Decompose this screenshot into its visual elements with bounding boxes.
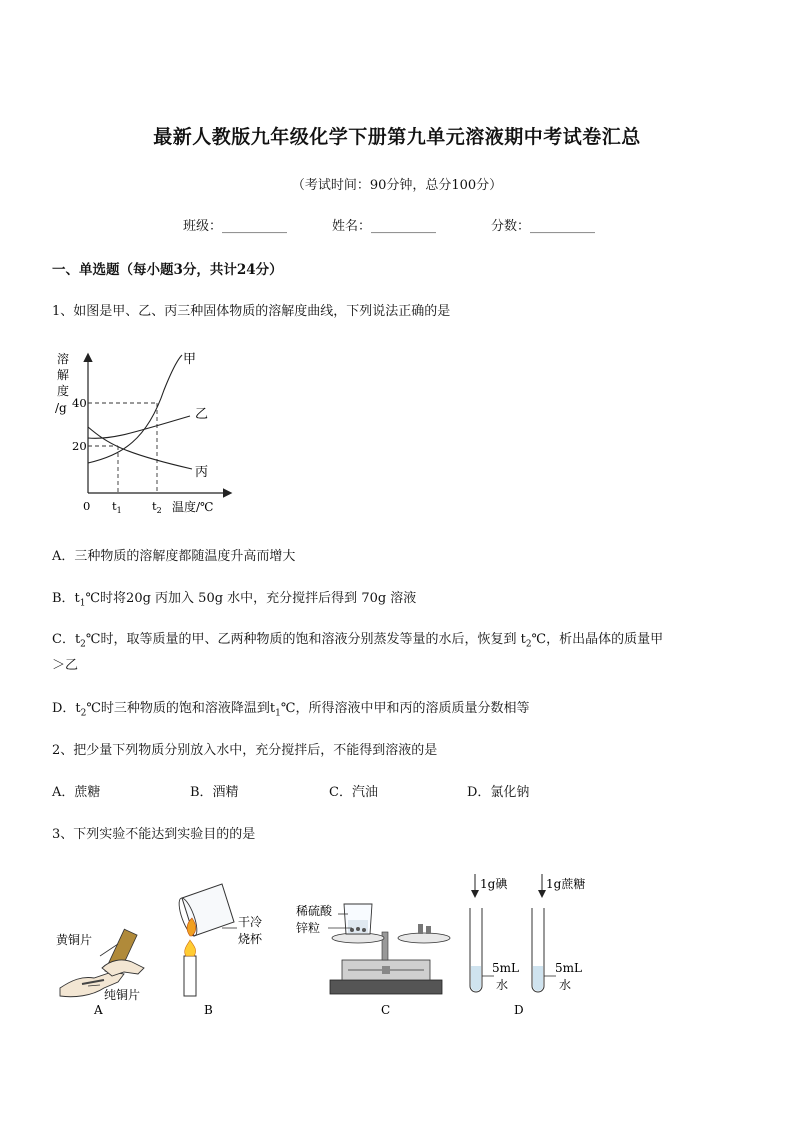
q1-option-c-line2: ＞乙 [52, 658, 79, 673]
y-label-4: /g [55, 401, 67, 415]
label-water-1: 水 [496, 978, 509, 992]
panel-a-illustration [56, 929, 144, 1017]
label-water-vol-2: 5mL [555, 961, 582, 975]
curve-bing [88, 427, 192, 469]
q2-option-a[interactable]: A．蔗糖 [52, 785, 101, 800]
question-3-stem: 3、下列实验不能达到实验目的的是 [52, 827, 256, 842]
x-origin: 0 [83, 499, 91, 513]
label-brass: 黄铜片 [56, 933, 93, 947]
label-cold-1: 干冷 [238, 915, 263, 929]
page-title: 最新人教版九年级化学下册第九单元溶液期中考试卷汇总 [153, 126, 641, 148]
label-yi: 乙 [195, 407, 209, 422]
q1-option-c[interactable]: C．$t_2℃$时，取等质量的甲、乙两种物质的饱和溶液分别蒸发等量的水后，恢复到 $t_2℃$，析出晶体的质量甲 [52, 632, 664, 650]
label-acid: 稀硫酸 [296, 904, 333, 918]
q1-option-b[interactable]: B．$t_1℃$时将20g 丙加入 50g 水中，充分搅拌后得到 70g 溶液 [52, 591, 417, 609]
section-heading: 一、单选题（每小题3分，共计24分） [52, 262, 283, 278]
label-water-vol-1: 5mL [492, 961, 519, 975]
label-bing: 丙 [195, 465, 209, 480]
x-tick-t2: $t_2$ [152, 499, 162, 515]
label-zinc: 锌粒 [296, 921, 321, 935]
y-tick-40: 40 [72, 396, 87, 410]
q2-option-b[interactable]: B．酒精 [190, 785, 239, 800]
label-copper: 纯铜片 [104, 988, 141, 1002]
y-tick-20: 20 [72, 439, 87, 453]
label-cold-2: 烧杯 [238, 932, 263, 946]
label-water-2: 水 [559, 978, 572, 992]
panel-d-illustration [470, 874, 585, 1017]
label-jia: 甲 [183, 352, 197, 367]
q2-option-d[interactable]: D．氯化钠 [467, 785, 530, 800]
panel-a-letter: A [94, 1003, 103, 1017]
x-axis-label: 温度/℃ [172, 500, 214, 514]
q1-option-d[interactable]: D．$t_2℃$时三种物质的饱和溶液降温到$t_1℃$，所得溶液中甲和丙的溶质质量分数相等 [52, 701, 530, 719]
question-1-stem: 1、如图是甲、乙、丙三种固体物质的溶解度曲线，下列说法正确的是 [52, 304, 451, 319]
q2-option-c[interactable]: C．汽油 [329, 785, 378, 800]
score-field[interactable]: 分数：__________ [491, 219, 596, 234]
experiment-figure [52, 868, 612, 1028]
curve-jia [88, 355, 182, 463]
q1-option-a[interactable]: A．三种物质的溶解度都随温度升高而增大 [52, 549, 296, 564]
panel-c-letter: C [381, 1003, 391, 1017]
y-label-1: 溶 [57, 352, 70, 366]
x-tick-t1: $t_1$ [112, 499, 122, 515]
panel-b-letter: B [204, 1003, 213, 1017]
class-field[interactable]: 班级：__________ [183, 219, 288, 234]
label-iodine: 1g碘 [480, 877, 508, 891]
panel-c-illustration [296, 903, 450, 1017]
panel-d-letter: D [514, 1003, 524, 1017]
label-sugar: 1g蔗糖 [546, 877, 586, 891]
exam-subtitle: （考试时间：90分钟，总分100分） [291, 178, 503, 193]
panel-b-illustration [176, 884, 263, 1017]
solubility-chart [52, 345, 242, 520]
question-2-stem: 2、把少量下列物质分别放入水中，充分搅拌后，不能得到溶液的是 [52, 743, 438, 758]
name-field[interactable]: 姓名：__________ [332, 219, 437, 234]
y-label-2: 解 [57, 368, 70, 382]
y-label-3: 度 [57, 384, 70, 398]
